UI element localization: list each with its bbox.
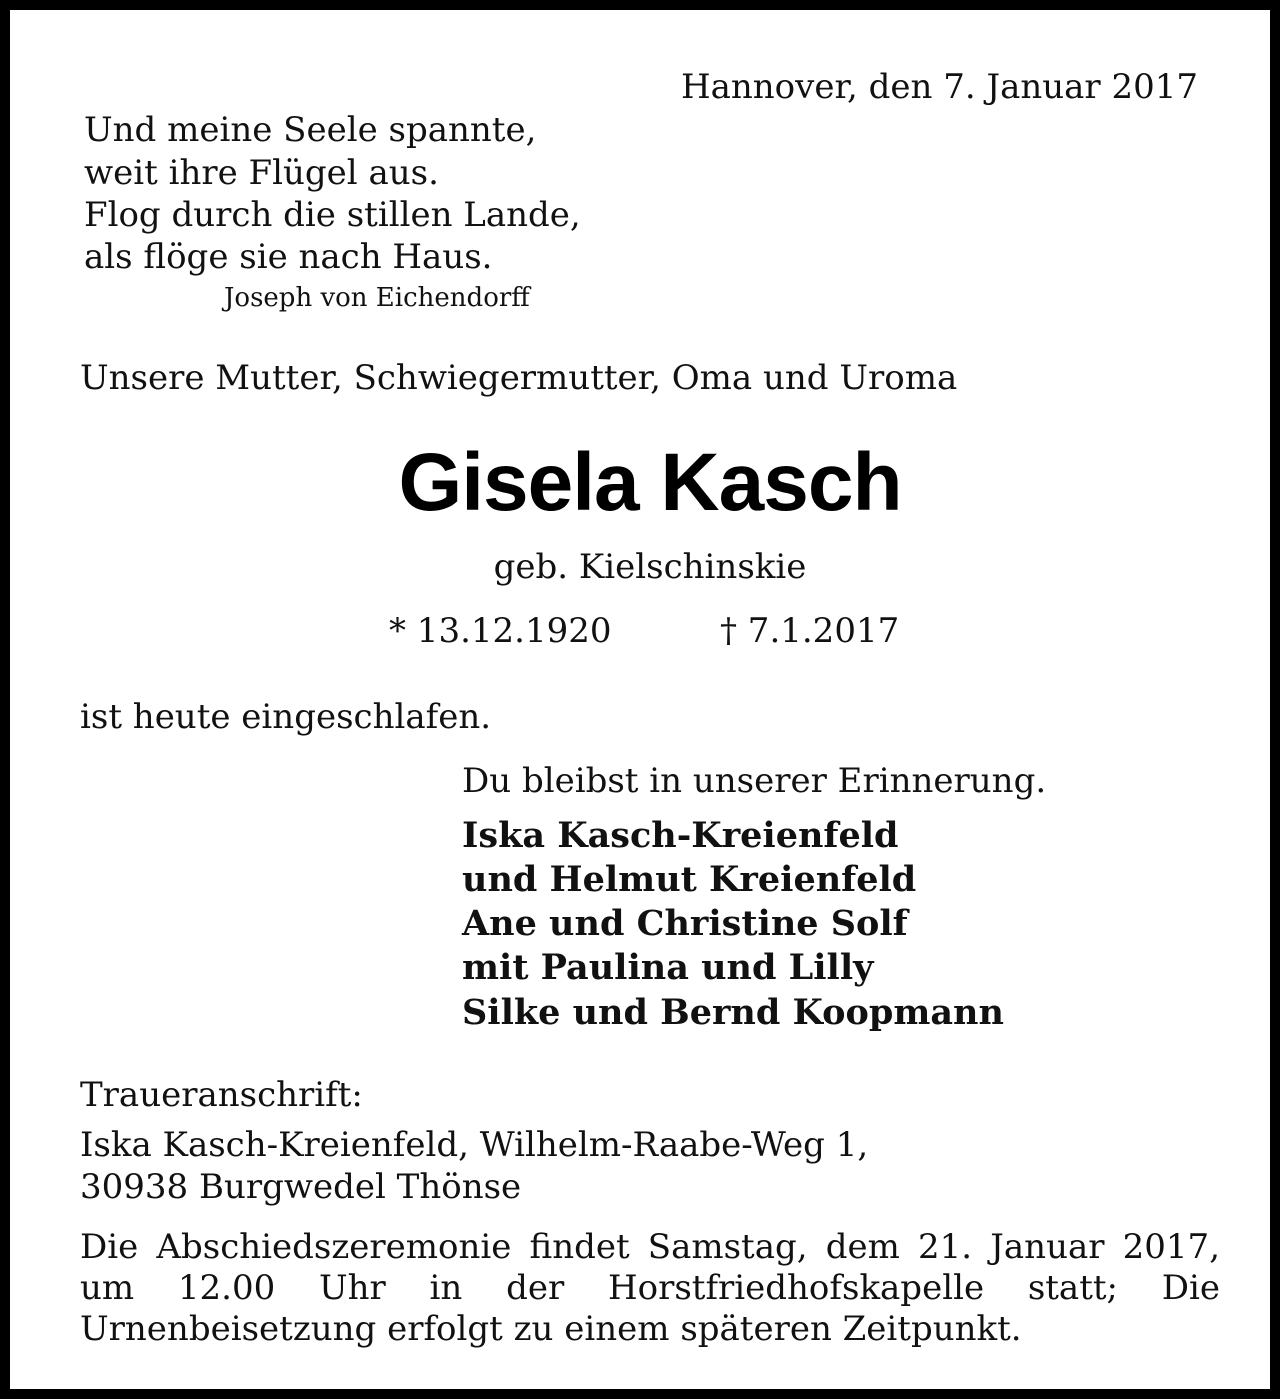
place-date: Hannover, den 7. Januar 2017 bbox=[680, 67, 1198, 107]
mourner-1: Iska Kasch-Kreienfeld bbox=[462, 815, 899, 856]
address-label: Traueranschrift: bbox=[80, 1075, 363, 1115]
poem-line-1: Und meine Seele spannte, bbox=[84, 110, 537, 150]
mourner-3: Ane und Christine Solf bbox=[462, 903, 908, 944]
address-line-2: 30938 Burgwedel Thönse bbox=[80, 1167, 522, 1207]
mourner-5: Silke und Bernd Koopmann bbox=[462, 992, 1004, 1033]
memory-text: Du bleibst in unserer Erinnerung. bbox=[462, 761, 1047, 801]
birth-date: * 13.12.1920 bbox=[389, 611, 612, 651]
born-name: geb. Kielschinskie bbox=[493, 547, 807, 587]
ceremony-text: Die Abschiedszeremonie findet Samstag, dem 21. Januar 2017, um 12.00 Uhr in der Horstfriedhofskapelle statt; Die Urnenbeisetzung erfolgt zu einem späteren Zeitpunkt. bbox=[80, 1227, 1220, 1349]
asleep-text: ist heute eingeschlafen. bbox=[80, 697, 492, 737]
mourner-2: und Helmut Kreienfeld bbox=[462, 859, 917, 900]
poem-author: Joseph von Eichendorff bbox=[224, 283, 530, 313]
deceased-name: Gisela Kasch bbox=[398, 437, 902, 528]
poem-line-4: als flöge sie nach Haus. bbox=[84, 237, 493, 277]
poem-line-2: weit ihre Flügel aus. bbox=[84, 153, 439, 193]
address-line-1: Iska Kasch-Kreienfeld, Wilhelm-Raabe-Weg 1, bbox=[80, 1125, 869, 1165]
intro-text: Unsere Mutter, Schwiegermutter, Oma und Uroma bbox=[80, 358, 958, 398]
death-date: † 7.1.2017 bbox=[720, 611, 900, 651]
poem-line-3: Flog durch die stillen Lande, bbox=[84, 195, 581, 235]
mourner-4: mit Paulina und Lilly bbox=[462, 947, 874, 988]
